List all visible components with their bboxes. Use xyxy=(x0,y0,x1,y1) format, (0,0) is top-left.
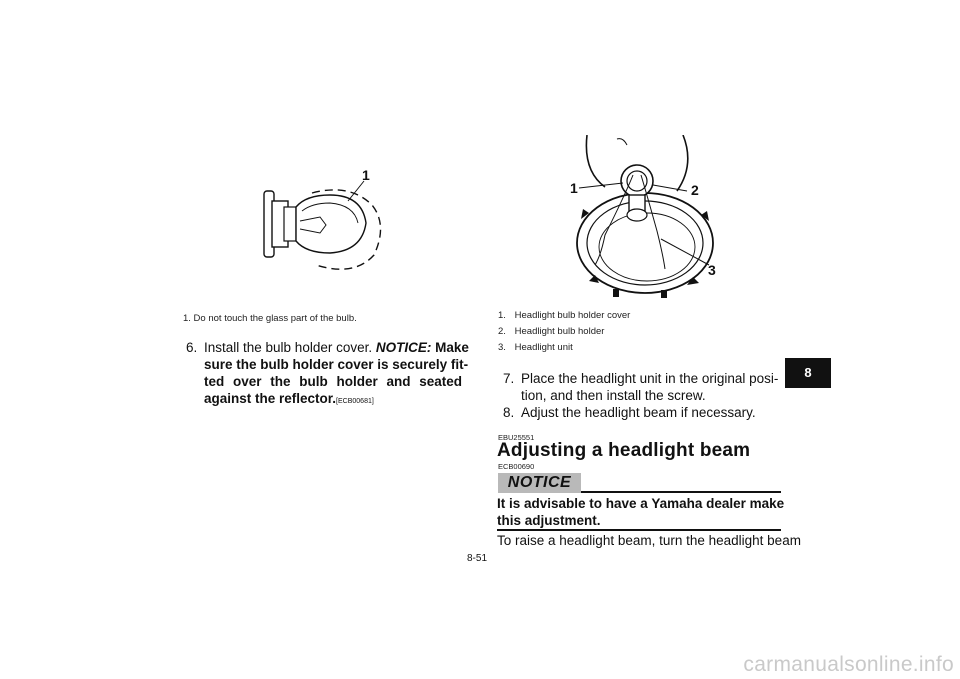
section-code: EBU25551 xyxy=(498,433,535,442)
page-number: 8-51 xyxy=(467,553,488,564)
caption-item: 3. Headlight unit xyxy=(498,342,573,353)
right-figure-callout-3: 3 xyxy=(708,262,716,278)
notice-badge: NOTICE xyxy=(498,473,581,493)
right-figure-callout-2: 2 xyxy=(691,182,699,198)
step-6-notice-line3: ted over the bulb holder and seated xyxy=(204,374,463,389)
notice-line1: It is advisable to have a Yamaha dealer make xyxy=(497,496,785,511)
step-6-notice-line4: against the reflector. xyxy=(204,391,337,406)
step-6-notice-line1: Make xyxy=(435,340,469,355)
notice-text xyxy=(497,495,783,529)
left-figure-caption: 1. Do not touch the glass part of the bulb. xyxy=(183,313,357,324)
step-8-text: Adjust the headlight beam if necessary. xyxy=(521,405,756,420)
body-text: To raise a headlight beam, turn the headlight beam xyxy=(497,533,801,548)
right-figure-callout-1: 1 xyxy=(570,180,578,196)
caption-item: 1. Headlight bulb holder cover xyxy=(498,310,631,321)
step-8-number: 8. xyxy=(503,405,515,420)
step-7-number: 7. xyxy=(503,371,515,386)
left-figure-callout-1: 1 xyxy=(362,167,370,183)
step-6-text: Install the bulb holder cover. xyxy=(204,340,373,355)
step-7-line1: Place the headlight unit in the original posi- xyxy=(521,371,779,386)
step-7-line2: tion, and then install the screw. xyxy=(521,388,706,403)
step-6 xyxy=(186,339,469,409)
chapter-tab: 8 xyxy=(785,358,831,388)
step-6-notice-line2: sure the bulb holder cover is securely fit- xyxy=(204,357,469,372)
step-7 xyxy=(503,370,785,406)
step-6-notice-label: NOTICE: xyxy=(375,340,432,355)
bulb-illustration xyxy=(250,165,390,285)
notice-line2: this adjustment. xyxy=(497,513,601,528)
caption-item: 2. Headlight bulb holder xyxy=(498,326,605,337)
section-title: Adjusting a headlight beam xyxy=(497,440,751,461)
step-6-number: 6. xyxy=(186,340,198,355)
watermark-text: carmanualsonline.info xyxy=(743,653,954,676)
notice-code: ECB00690 xyxy=(498,462,535,471)
step-6-code: [ECB00681] xyxy=(336,398,374,405)
right-figure-captions xyxy=(498,308,758,356)
step-8 xyxy=(503,404,785,422)
notice-bottom-rule xyxy=(497,529,781,531)
notice-top-rule xyxy=(581,491,781,493)
